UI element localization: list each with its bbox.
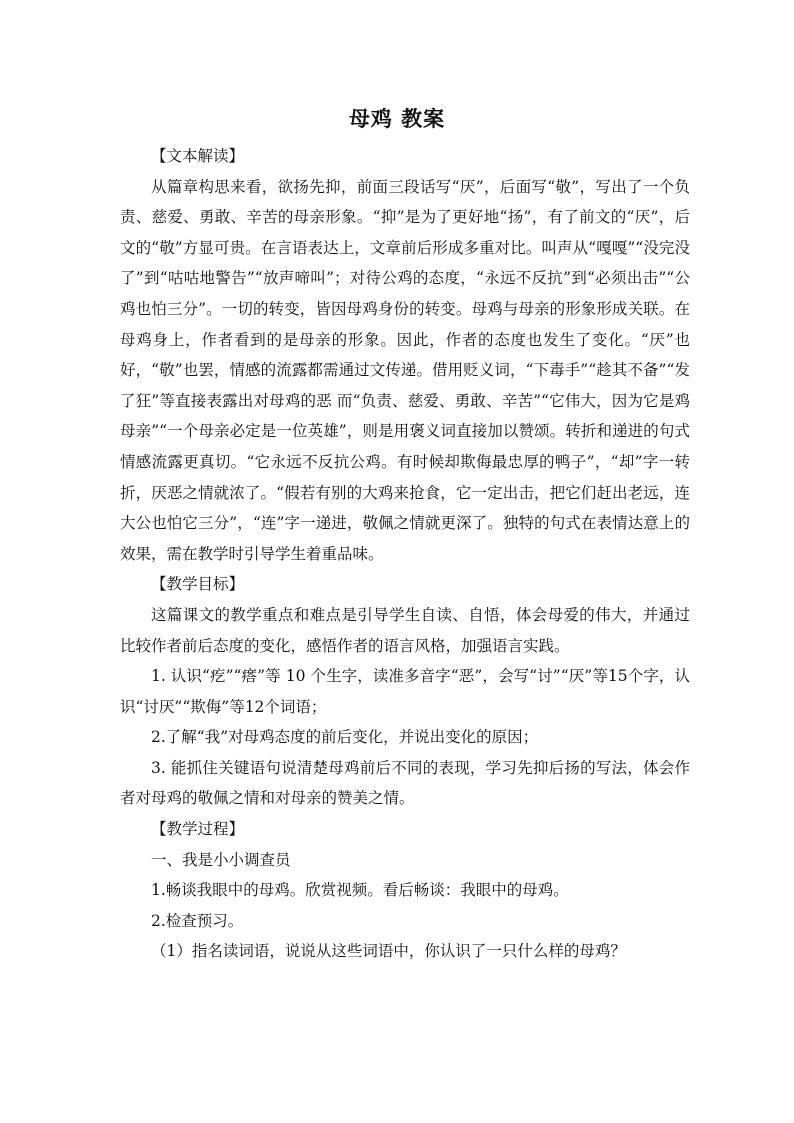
teaching-process-line-4: （1）指名读词语，说说从这些词语中，你认识了一只什么样的母鸡？ [151,942,626,961]
section-heading-teaching-goals: 【教学目标】 [151,575,245,594]
teaching-goals-intro: 这篇课文的教学重点和难点是引导学生自读、自悟，体会母爱的伟大，并通过比较作者前后态度的变化，感悟作者的语言风格，加强语言实践。 [120,605,690,655]
section-heading-text-interpretation: 【文本解读】 [151,147,245,165]
document-title: 母鸡 教案 [348,106,446,131]
teaching-goal-item-3: 3. 能抓住关键语句说清楚母鸡前后不同的表现，学习先抑后扬的写法，体会作者对母鸡的敬佩之情和对母亲的赞美之情。 [120,758,690,808]
text-interpretation-paragraph: 从篇章构思来看，欲扬先抑，前面三段话写“厌”，后面写“敬”，写出了一个负责、慈爱、勇敢、辛苦的母亲形象。“抑”是为了更好地“扬”，有了前文的“厌”，后文的“敬”方显可贵。在言语表达上，文章前后形成多重对比。叫声从“嘎嘎”“没完没了”到“咕咕地警告”“放声啼叫”；对待公鸡的态度，“永远不反抗”到“必须出击”“公鸡也怕三分”。一切的转变，皆因母鸡身份的转变。母鸡与母亲的形象形成关联。在母鸡身上，作者看到的是母亲的形象。因此，作者的态度也发生了变化。“厌”也好，“敬”也罢，情感的流露都需通过文传递。借用贬义词，“下毒手”“趁其不备”“发了狂”等直接表露出对母鸡的恶 而“负责、慈爱、勇敢、辛苦”“它伟大，因为它是鸡母亲”“一个母亲必定是一位英雄”，则是用褒义词直接加以赞颂。转折和递进的句式情感流露更真切。“它永远不反抗公鸡。有时候却欺侮最忠厚的鸭子”，“却”字一转折，厌恶之情就浓了。“假若有别的大鸡来抢食，它一定出击，把它们赶出老远，连大公也怕它三分”，“连”字一递进，敬佩之情就更深了。独特的句式在表情达意上的效果，需在教学时引导学生着重品味。 [120,177,690,563]
section-heading-teaching-process: 【教学过程】 [151,820,245,839]
teaching-goal-item-2: 2.了解“我”对母鸡态度的前后变化，并说出变化的原因； [151,728,539,747]
teaching-process-line-3: 2.检查预习。 [151,911,244,930]
teaching-process-line-1: 一、我是小小调查员 [151,850,291,869]
document-body [120,141,690,967]
teaching-process-line-2: 1.畅谈我眼中的母鸡。欣赏视频。看后畅谈：我眼中的母鸡。 [151,881,569,900]
teaching-goal-item-1: 1. 认识“疙”“瘩”等 10 个生字，读准多音字“恶”，会写“讨”“厌”等15个字，认识“讨厌”“欺侮”等12个词语； [120,667,690,716]
